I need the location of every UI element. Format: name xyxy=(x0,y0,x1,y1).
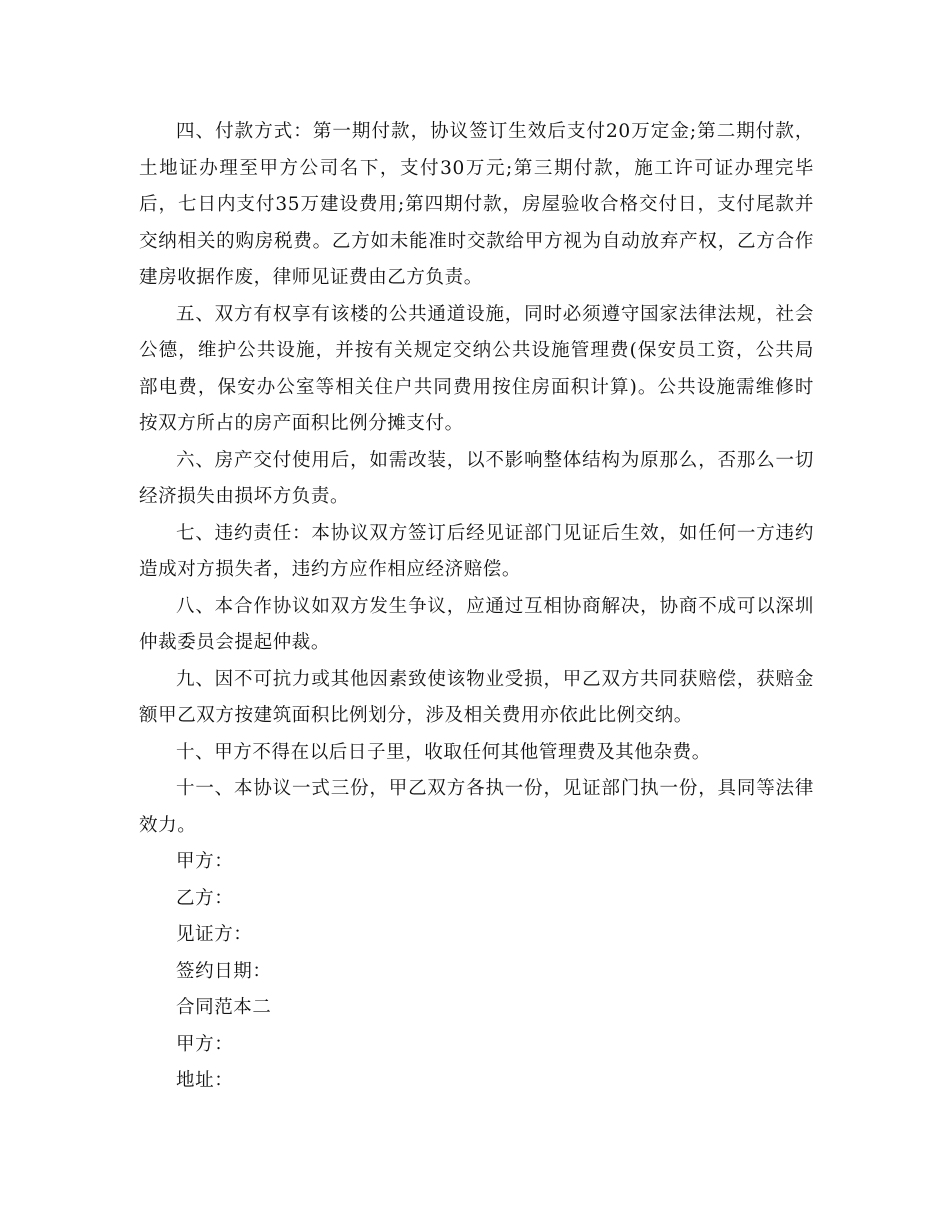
signature-party-a: 甲方： xyxy=(176,851,234,872)
clause-renovation: 六、房产交付使用后，如需改装，以不影响整体结构为原那么，否那么一切经济损失由损坏方负责。 xyxy=(139,449,814,507)
clause-dispute-resolution: 八、本合作协议如双方发生争议，应通过互相协商解决，协商不成可以深圳仲裁委员会提起仲裁。 xyxy=(139,595,814,653)
clause-breach-liability: 七、违约责任：本协议双方签订后经见证部门见证后生效，如任何一方违约造成对方损失者，违约方应作相应经济赔偿。 xyxy=(139,522,814,580)
document-page xyxy=(139,114,814,1100)
clause-force-majeure: 九、因不可抗力或其他因素致使该物业受损，甲乙双方共同获赔偿，获赔金额甲乙双方按建筑面积比例划分，涉及相关费用亦依此比例交纳。 xyxy=(139,668,814,726)
template-address: 地址： xyxy=(176,1070,234,1091)
signature-witness: 见证方： xyxy=(176,924,253,945)
clause-payment-terms: 四、付款方式：第一期付款，协议签订生效后支付20万定金;第二期付款，土地证办理至甲方公司名下，支付30万元;第三期付款，施工许可证办理完毕后，七日内支付35万建设费用;第四期付款，房屋验收合格交付日，支付尾款并交纳相关的购房税费。乙方如未能准时交款给甲方视为自动放弃产权，乙方合作建房收据作废，律师见证费由乙方负责。 xyxy=(139,121,814,288)
clause-public-facilities: 五、双方有权享有该楼的公共通道设施，同时必须遵守国家法律法规，社会公德，维护公共设施，并按有关规定交纳公共设施管理费(保安员工资，公共局部电费，保安办公室等相关住户共同费用按住房面积计算)。公共设施需维修时按双方所占的房产面积比例分摊支付。 xyxy=(139,303,814,434)
signature-party-b: 乙方： xyxy=(176,887,234,909)
contract-template-heading: 合同范本二 xyxy=(176,997,272,1018)
signing-date: 签约日期： xyxy=(176,960,272,982)
clause-copies: 十一、本协议一式三份，甲乙双方各执一份，见证部门执一份，具同等法律效力。 xyxy=(139,778,814,836)
clause-no-extra-fees: 十、甲方不得在以后日子里，收取任何其他管理费及其他杂费。 xyxy=(176,741,711,763)
template-party-a: 甲方： xyxy=(176,1033,234,1055)
